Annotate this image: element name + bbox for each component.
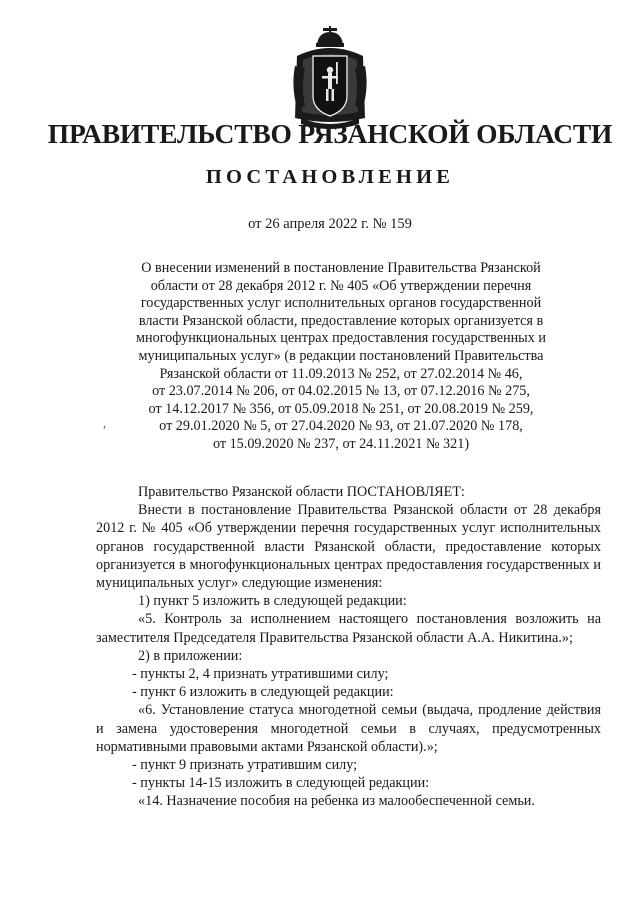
- item-2: 2) в приложении:: [138, 647, 243, 664]
- document-type: ПОСТАНОВЛЕНИЕ: [205, 166, 455, 188]
- item-1-text: «5. Контроль за исполнением настоящего постановления возложить на заместителя Председателя Правительства Рязанской области А.А. Никитина.»;: [96, 611, 601, 646]
- organization-title: ПРАВИТЕЛЬСТВО РЯЗАНСКОЙ ОБЛАСТИ: [47, 118, 613, 149]
- coat-of-arms-icon: [289, 26, 371, 130]
- item-2-d-text: «14. Назначение пособия на ребенка из малообеспеченной семьи.: [138, 793, 535, 810]
- document-date-number: от 26 апреля 2022 г. № 159: [248, 216, 412, 232]
- intro-paragraph: Внести в постановление Правительства Рязанской области от 28 декабря 2012 г. № 405 «Об утверждении перечня государственных услуг исполнительных органов государственной власти Рязанской области, предоставление которых организуется в многофункциональных центрах предоставления государственных и муниципальных услуг» следующие изменения:: [96, 502, 601, 592]
- subject-line: муниципальных услуг» (в редакции постановлений Правительства: [138, 347, 544, 364]
- subject-line: государственных услуг исполнительных органов государственной: [140, 295, 542, 312]
- document-body: [96, 483, 601, 811]
- subject-line: Рязанской области от 11.09.2013 № 252, от 27.02.2014 № 46,: [159, 365, 523, 382]
- item-2-c: - пункт 9 признать утратившим силу;: [132, 757, 358, 774]
- subject-line: от 29.01.2020 № 5, от 27.04.2020 № 93, от 21.07.2020 № 178,: [159, 418, 523, 435]
- item-1: 1) пункт 5 изложить в следующей редакции:: [138, 593, 407, 610]
- subject-line: многофункциональных центрах предоставления государственных и: [136, 330, 546, 347]
- subject-line: от 23.07.2014 № 206, от 04.02.2015 № 13, от 07.12.2016 № 275,: [152, 383, 530, 400]
- subject-line: власти Рязанской области, предоставление которых организуется в: [138, 312, 544, 329]
- item-2-b: - пункт 6 изложить в следующей редакции:: [132, 684, 394, 701]
- subject-line: от 14.12.2017 № 356, от 05.09.2018 № 251, от 20.08.2019 № 259,: [148, 400, 534, 417]
- subject-line: от 15.09.2020 № 237, от 24.11.2021 № 321): [212, 435, 470, 452]
- item-2-d: - пункты 14-15 изложить в следующей редакции:: [132, 775, 430, 792]
- item-2-b-text: «6. Установление статуса многодетной семьи (выдача, продление действия и замена удостоверения многодетной семьи в случаях, предусмотренных нормативными правовыми актами Рязанской области).»;: [96, 702, 601, 755]
- resolution-line: Правительство Рязанской области ПОСТАНОВЛЯЕТ:: [138, 484, 465, 500]
- document-subject: [96, 260, 586, 454]
- subject-line: области от 28 декабря 2012 г. № 405 «Об утверждении перечня: [150, 277, 532, 294]
- subject-line: О внесении изменений в постановление Правительства Рязанской: [141, 260, 541, 276]
- margin-mark: ,: [103, 416, 106, 430]
- item-2-a: - пункты 2, 4 признать утратившими силу;: [132, 666, 389, 683]
